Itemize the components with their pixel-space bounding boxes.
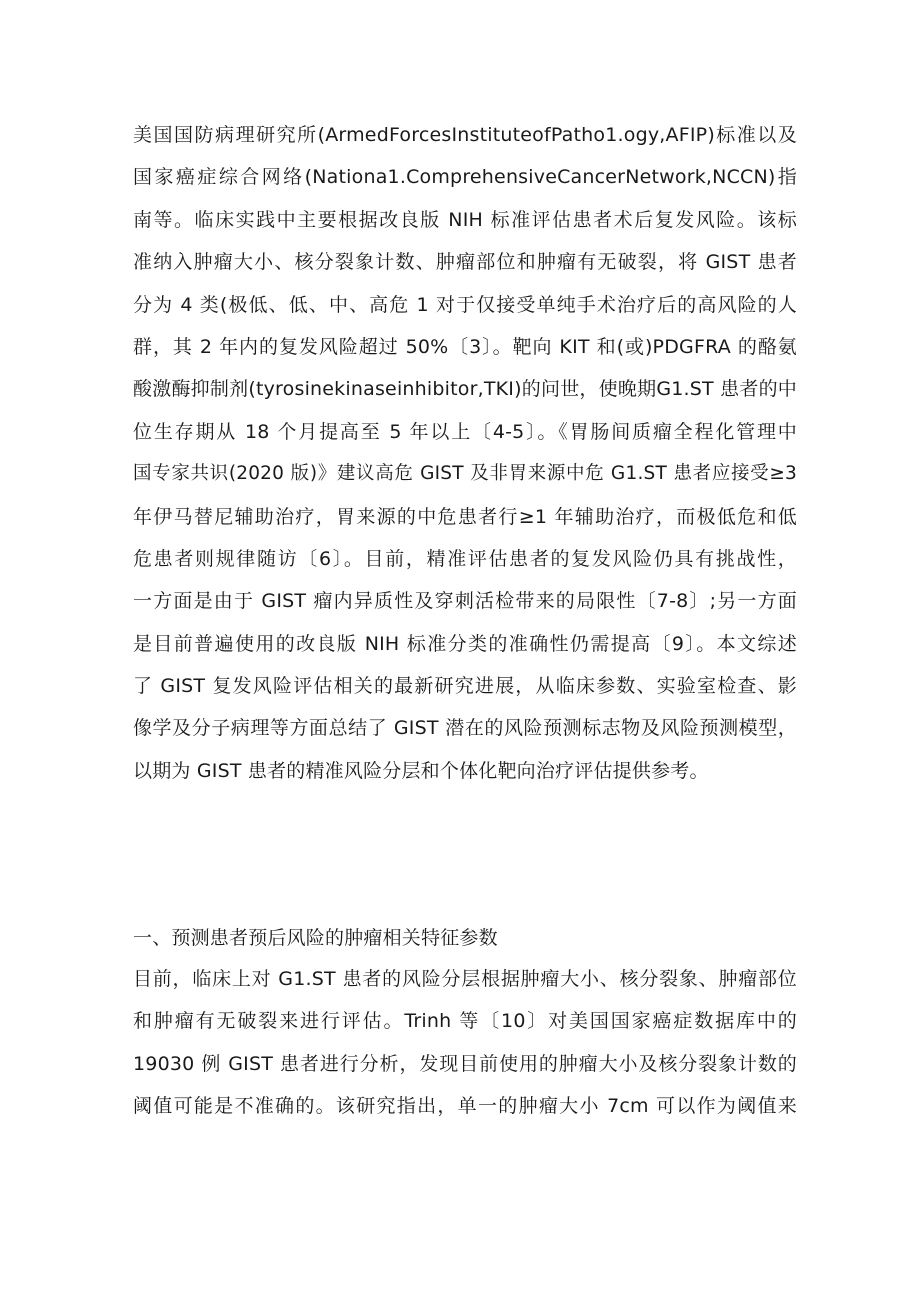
text-line: 以期为 GIST 患者的精准风险分层和个体化靶向治疗评估提供参考。 — [133, 759, 709, 782]
text-line: 位生存期从 18 个月提高至 5 年以上〔4-5〕。《胃肠间质瘤全程化管理中 — [133, 420, 797, 443]
text-line: 国家癌症综合网络(Nationa1.ComprehensiveCancerNetwork,NCCN)指 — [133, 166, 797, 189]
text-line: 像学及分子病理等方面总结了 GIST 潜在的风险预测标志物及风险预测模型， — [133, 717, 797, 740]
text-line: 危患者则规律随访〔6〕。目前，精准评估患者的复发风险仍具有挑战性， — [133, 547, 797, 570]
text-line: 19030 例 GIST 患者进行分析，发现目前使用的肿瘤大小及核分裂象计数的 — [133, 1052, 797, 1075]
text-line: 美国国防病理研究所(ArmedForcesInstituteofPatho1.ogy,AFIP)标准以及 — [133, 124, 797, 146]
text-line: 了 GIST 复发风险评估相关的最新研究进展，从临床参数、实验室检查、影 — [133, 675, 797, 698]
text-line: 群，其 2 年内的复发风险超过 50%〔3〕。靶向 KIT 和(或)PDGFRA 的酪氨 — [133, 335, 797, 358]
text-line: 阈值可能是不准确的。该研究指出，单一的肿瘤大小 7cm 可以作为阈值来 — [133, 1095, 797, 1118]
text-line: 准纳入肿瘤大小、核分裂象计数、肿瘤部位和肿瘤有无破裂，将 GIST 患者 — [133, 251, 797, 274]
text-line: 是目前普遍使用的改良版 NIH 标准分类的准确性仍需提高〔9〕。本文综述 — [133, 632, 797, 655]
text-line: 和肿瘤有无破裂来进行评估。Trinh 等〔10〕对美国国家癌症数据库中的 — [133, 1010, 797, 1033]
text-line: 年伊马替尼辅助治疗，胃来源的中危患者行≥1 年辅助治疗，而极低危和低 — [133, 505, 797, 528]
text-line: 目前，临床上对 G1.ST 患者的风险分层根据肿瘤大小、核分裂象、肿瘤部位 — [133, 968, 797, 990]
text-line: 一方面是由于 GIST 瘤内异质性及穿刺活检带来的局限性〔7-8〕;另一方面 — [133, 590, 797, 613]
text-line: 分为 4 类(极低、低、中、高危 1 对于仅接受单纯手术治疗后的高风险的人 — [133, 293, 797, 316]
paragraph-intro — [133, 114, 797, 792]
section-heading — [133, 917, 797, 959]
section-heading-text: 一、预测患者预后风险的肿瘤相关特征参数 — [133, 927, 498, 949]
text-line: 酸激酶抑制剂(tyrosinekinaseinhibitor,TKI)的问世，使晚期G1.ST 患者的中 — [133, 378, 797, 401]
paragraph-section-1 — [133, 958, 797, 1128]
text-line: 国专家共识(2020 版)》建议高危 GIST 及非胃来源中危 G1.ST 患者应接受≥3 — [133, 463, 797, 485]
text-line: 南等。临床实践中主要根据改良版 NIH 标准评估患者术后复发风险。该标 — [133, 208, 797, 231]
